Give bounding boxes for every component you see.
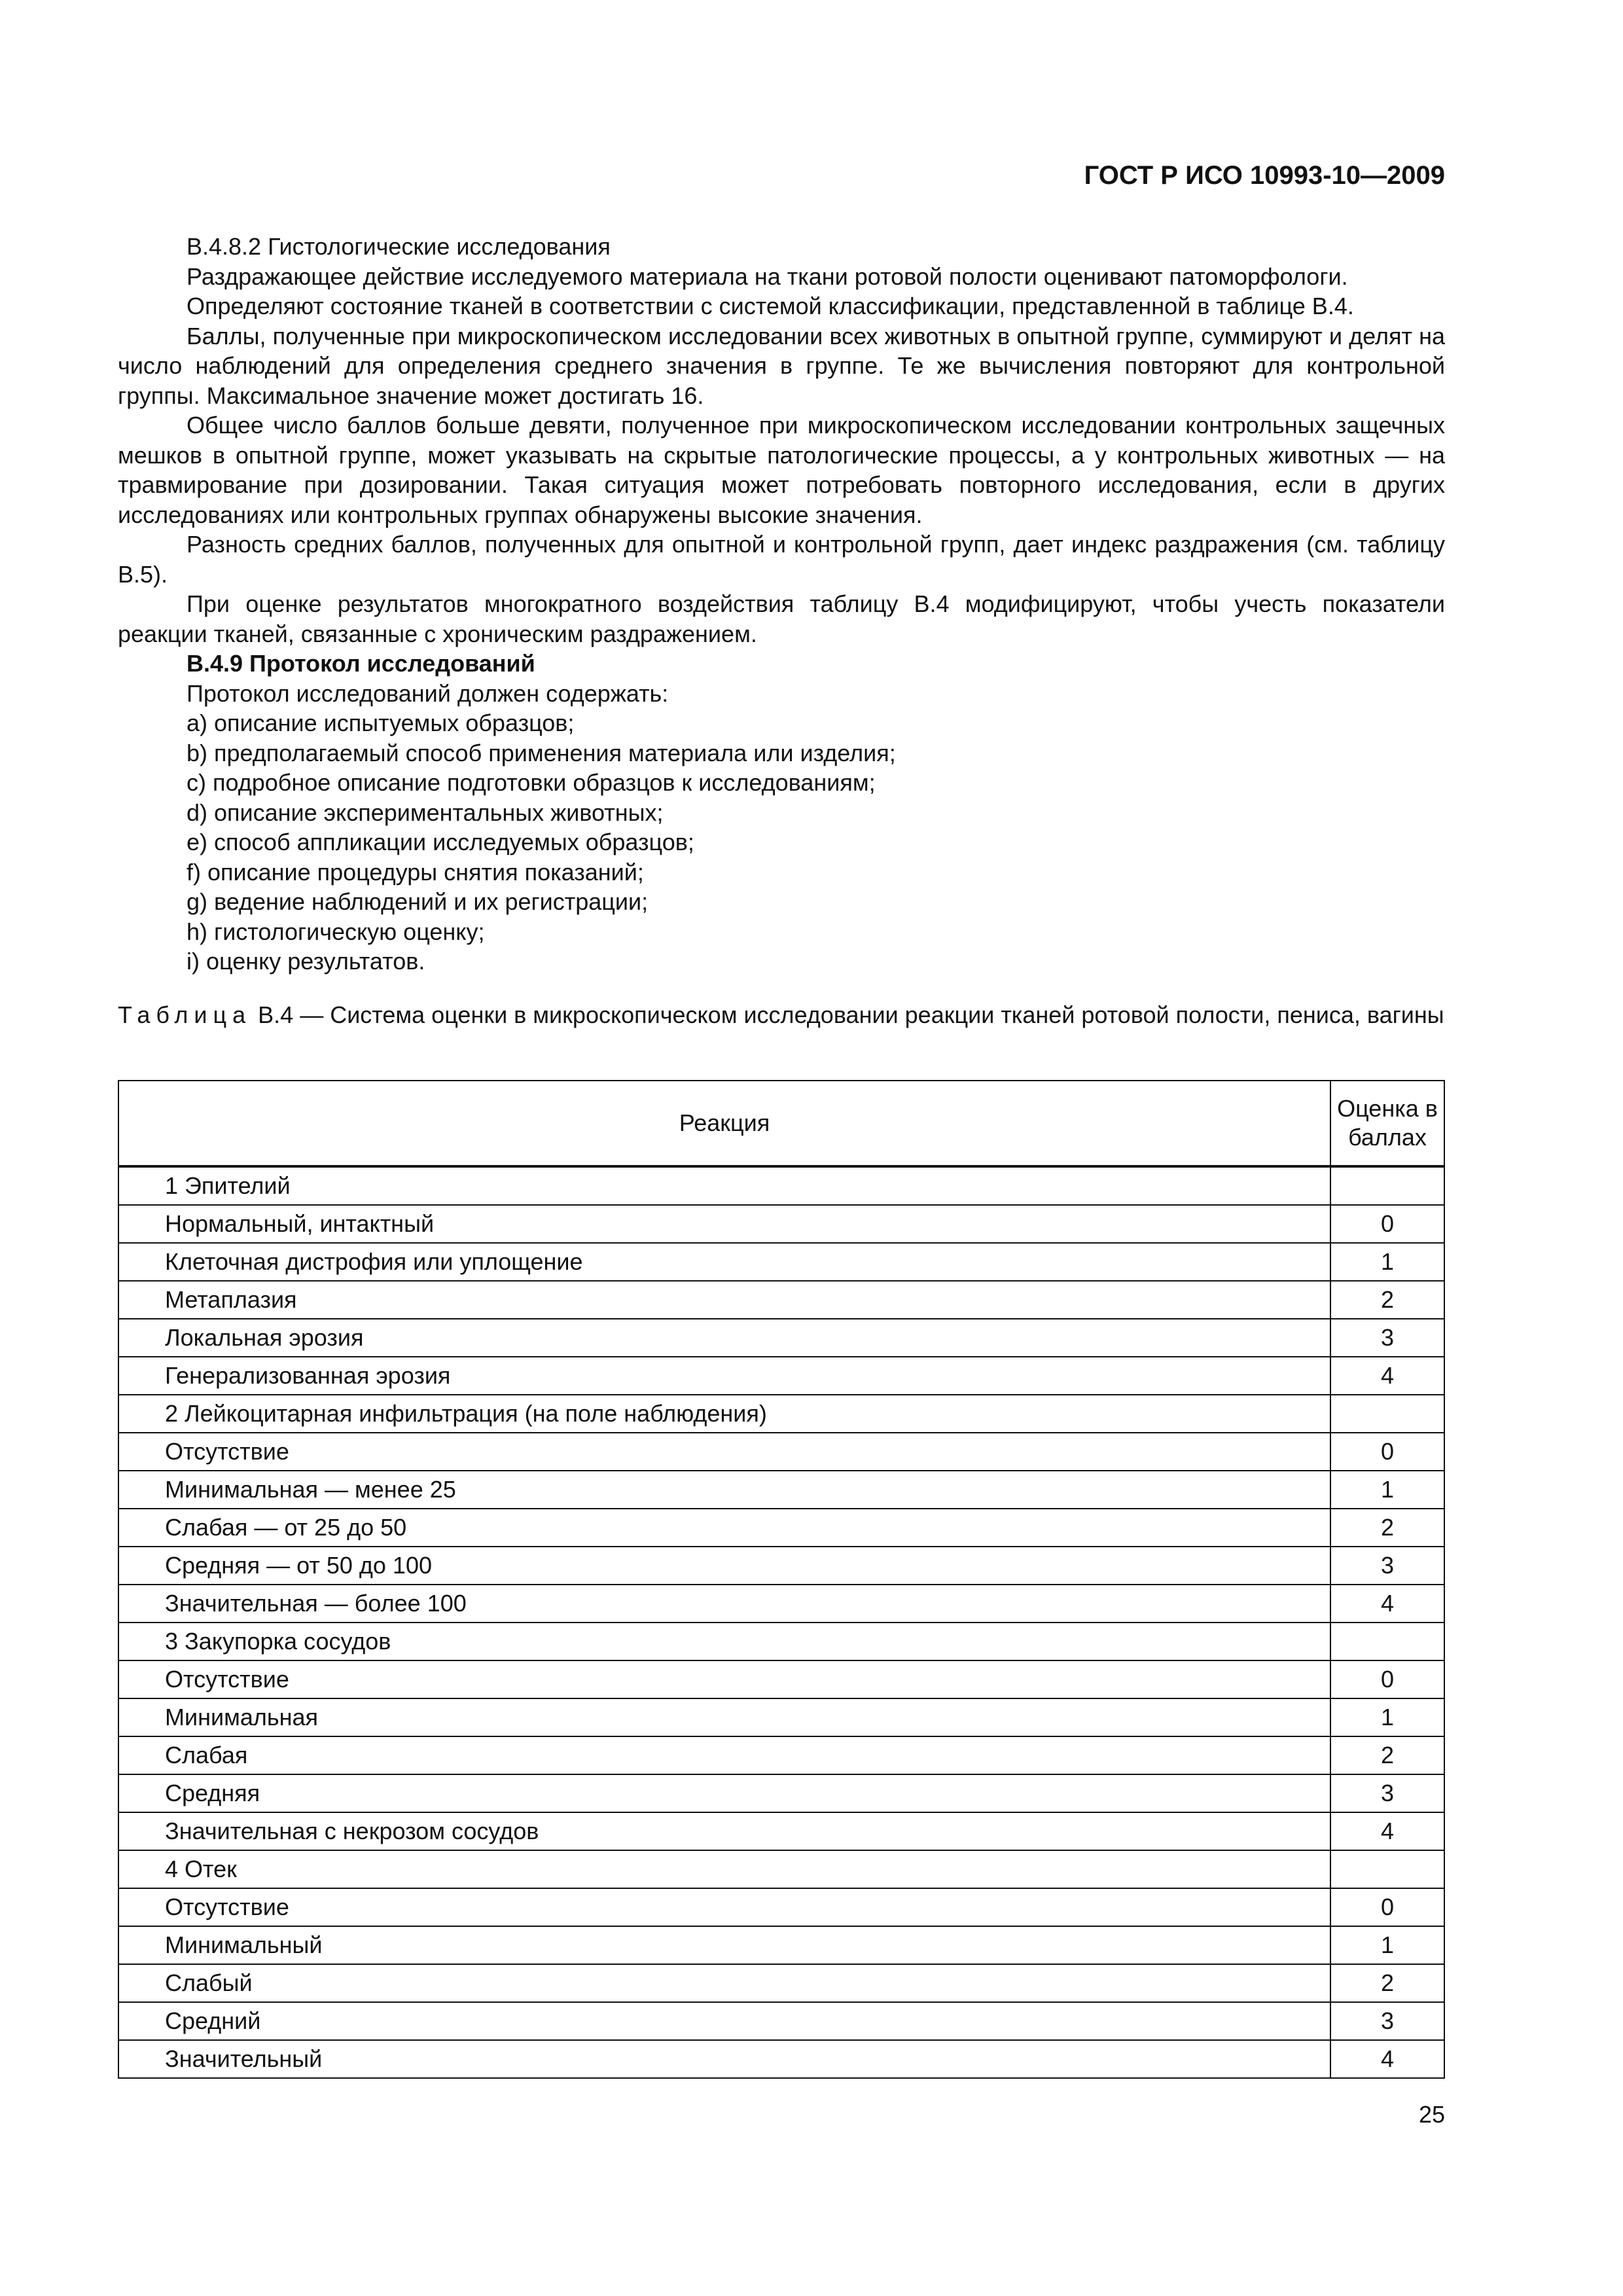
table-row <box>118 1166 1444 1205</box>
page-number: 25 <box>1418 2101 1445 2128</box>
table-reaction-cell: Средняя <box>118 1774 1330 1812</box>
table-row <box>118 1660 1444 1698</box>
table-row <box>118 1623 1444 1660</box>
table-score-cell: 0 <box>1330 1888 1444 1926</box>
table-row <box>118 2040 1444 2078</box>
paragraph: Протокол исследований должен содержать: <box>187 679 669 707</box>
table-score-cell: 4 <box>1330 1357 1444 1395</box>
table-score-cell: 3 <box>1330 1774 1444 1812</box>
table-row <box>118 1812 1444 1850</box>
table-score-cell <box>1330 1850 1444 1888</box>
paragraph: d) описание экспериментальных животных; <box>187 798 664 826</box>
section-heading: B.4.9 Протокол исследований <box>187 650 535 677</box>
paragraph: Баллы, полученные при микроскопическом исследовании всех животных в опытной группе, суммируют и делят на число наблюдений для определения среднего значения в группе. Те же вычисления повторяют для контрольной группы. Максимальное значение может достигать 16. <box>118 322 1445 409</box>
table-score-cell: 1 <box>1330 1471 1444 1509</box>
table-reaction-cell: Отсутствие <box>118 1888 1330 1926</box>
table-score-cell: 2 <box>1330 1281 1444 1319</box>
paragraph: Общее число баллов больше девяти, полученное при микроскопическом исследовании контрольных защечных мешков в опытной группе, может указывать на скрытые патологические процессы, а у контрольных животных — на травмирование при дозировании. Такая ситуация может потребовать повторного исследования, если в других исследованиях или контрольных группах обнаружены высокие значения. <box>118 412 1445 528</box>
table-row <box>118 1319 1444 1357</box>
table-reaction-cell: Генерализованная эрозия <box>118 1357 1330 1395</box>
table-reaction-cell: Значительная с некрозом сосудов <box>118 1812 1330 1850</box>
table-group-label: 3 Закупорка сосудов <box>118 1623 1330 1660</box>
table-score-cell <box>1330 1395 1444 1433</box>
table-reaction-cell: Нормальный, интактный <box>118 1205 1330 1243</box>
table-reaction-cell: Слабая <box>118 1736 1330 1774</box>
table-row <box>118 1357 1444 1395</box>
table-reaction-cell: Значительная — более 100 <box>118 1585 1330 1623</box>
table-score-cell: 0 <box>1330 1433 1444 1471</box>
table-reaction-cell: Слабая — от 25 до 50 <box>118 1509 1330 1547</box>
table-reaction-cell: Средний <box>118 2002 1330 2040</box>
paragraph: B.4.8.2 Гистологические исследования <box>187 233 611 260</box>
table-score-cell: 1 <box>1330 1698 1444 1736</box>
table-row <box>118 1471 1444 1509</box>
table-row <box>118 1395 1444 1433</box>
table-score-cell: 0 <box>1330 1660 1444 1698</box>
table-group-label: 4 Отек <box>118 1850 1330 1888</box>
table-reaction-cell: Локальная эрозия <box>118 1319 1330 1357</box>
table-score-cell <box>1330 1623 1444 1660</box>
table-caption-text: B.4 — Система оценки в микроскопическом исследовании реакции тканей ротовой полости, пениса, вагины <box>251 1001 1444 1028</box>
table-row <box>118 1774 1444 1812</box>
table-group-label: 1 Эпителий <box>118 1166 1330 1205</box>
table-score-cell: 3 <box>1330 1319 1444 1357</box>
table-score-cell: 2 <box>1330 1509 1444 1547</box>
paragraph: a) описание испытуемых образцов; <box>187 709 575 736</box>
table-reaction-cell: Средняя — от 50 до 100 <box>118 1547 1330 1585</box>
header-reaction: Реакция <box>118 1081 1330 1166</box>
table-row <box>118 2002 1444 2040</box>
table-row <box>118 1698 1444 1736</box>
table-score-cell: 0 <box>1330 1205 1444 1243</box>
paragraph: c) подробное описание подготовки образцов к исследованиям; <box>187 769 876 796</box>
paragraph: i) оценку результатов. <box>187 948 425 975</box>
table-score-cell: 1 <box>1330 1926 1444 1964</box>
table-score-cell: 1 <box>1330 1243 1444 1281</box>
table-score-cell: 2 <box>1330 1736 1444 1774</box>
table-row <box>118 1243 1444 1281</box>
table-row <box>118 1736 1444 1774</box>
document-id: ГОСТ Р ИСО 10993-10—2009 <box>1084 161 1445 190</box>
paragraph: Определяют состояние тканей в соответствии с системой классификации, представленной в таблице B.4. <box>187 293 1354 319</box>
table-score-cell: 4 <box>1330 1812 1444 1850</box>
table-row <box>118 1964 1444 2002</box>
table-reaction-cell: Минимальный <box>118 1926 1330 1964</box>
paragraph: g) ведение наблюдений и их регистрации; <box>187 888 649 915</box>
table-score-cell: 2 <box>1330 1964 1444 2002</box>
paragraph: Разность средних баллов, полученных для опытной и контрольной групп, дает индекс раздражения (см. таблицу B.5). <box>118 531 1445 588</box>
table-reaction-cell: Значительный <box>118 2040 1330 2078</box>
table-row <box>118 1281 1444 1319</box>
table-reaction-cell: Отсутствие <box>118 1433 1330 1471</box>
table-row <box>118 1926 1444 1964</box>
table-row <box>118 1509 1444 1547</box>
table-reaction-cell: Отсутствие <box>118 1660 1330 1698</box>
table-row <box>118 1433 1444 1471</box>
paragraph: При оценке результатов многократного воздействия таблицу B.4 модифицируют, чтобы учесть показатели реакции тканей, связанные с хроническим раздражением. <box>118 590 1445 647</box>
table-score-cell: 3 <box>1330 1547 1444 1585</box>
table-row <box>118 1585 1444 1623</box>
table-score-cell: 3 <box>1330 2002 1444 2040</box>
table-reaction-cell: Клеточная дистрофия или уплощение <box>118 1243 1330 1281</box>
table-caption <box>118 1001 1445 1029</box>
table-header-row <box>118 1081 1444 1166</box>
table-row <box>118 1888 1444 1926</box>
table-reaction-cell: Минимальная <box>118 1698 1330 1736</box>
table-caption-label: Таблица <box>118 1001 252 1028</box>
table-reaction-cell: Слабый <box>118 1964 1330 2002</box>
table-score-cell: 4 <box>1330 2040 1444 2078</box>
table-reaction-cell: Метаплазия <box>118 1281 1330 1319</box>
paragraph: Раздражающее действие исследуемого материала на ткани ротовой полости оценивают патоморфологи. <box>187 262 1348 290</box>
table-score-cell <box>1330 1166 1444 1205</box>
paragraph: b) предполагаемый способ применения материала или изделия; <box>187 739 896 766</box>
body-text <box>118 232 1445 977</box>
paragraph: e) способ аппликации исследуемых образцов; <box>187 829 694 855</box>
table-row <box>118 1547 1444 1585</box>
scoring-table <box>118 1080 1445 2079</box>
header-score: Оценка в баллах <box>1330 1081 1444 1166</box>
table-reaction-cell: Минимальная — менее 25 <box>118 1471 1330 1509</box>
table-group-label: 2 Лейкоцитарная инфильтрация (на поле наблюдения) <box>118 1395 1330 1433</box>
paragraph: f) описание процедуры снятия показаний; <box>187 858 644 886</box>
paragraph: h) гистологическую оценку; <box>187 918 485 945</box>
table-row <box>118 1850 1444 1888</box>
table-row <box>118 1205 1444 1243</box>
table-score-cell: 4 <box>1330 1585 1444 1623</box>
